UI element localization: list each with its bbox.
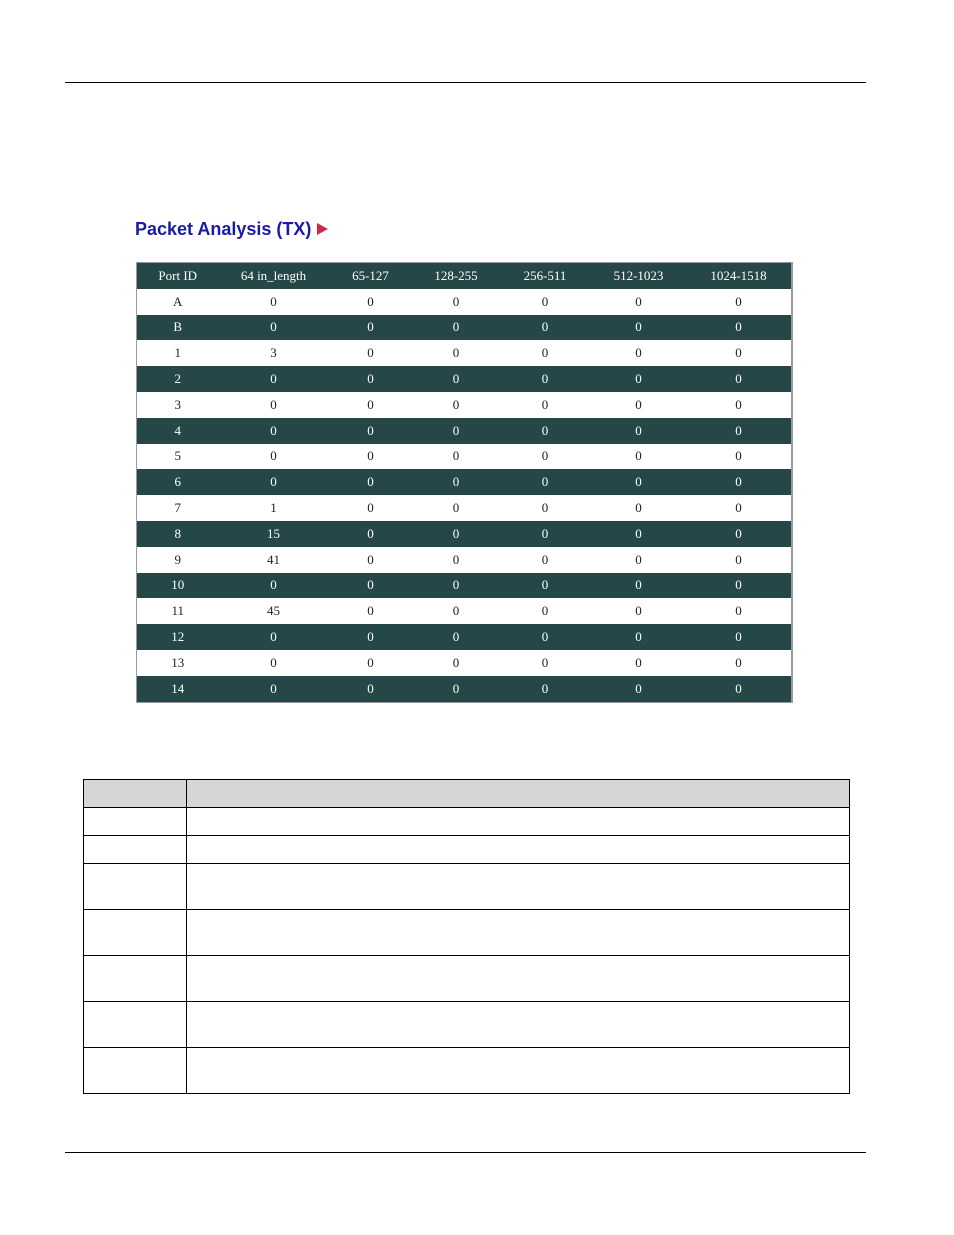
description-row [84, 836, 850, 864]
panel-title [135, 217, 328, 241]
table-cell: 41 [219, 547, 329, 573]
table-cell: 0 [219, 289, 329, 315]
description-row [84, 864, 850, 910]
table-cell: 3 [219, 340, 329, 366]
table-cell: 0 [500, 366, 591, 392]
table-cell: 0 [591, 366, 687, 392]
table-cell: 0 [329, 392, 413, 418]
table-cell: 0 [219, 392, 329, 418]
table-row [137, 624, 792, 650]
table-cell: 0 [687, 676, 792, 702]
table-cell: 10 [137, 573, 219, 599]
table-cell: 13 [137, 650, 219, 676]
play-arrow-icon [317, 223, 328, 235]
table-cell: 0 [687, 598, 792, 624]
table-cell: 0 [413, 573, 500, 599]
table-cell: B [137, 315, 219, 341]
table-cell: 0 [687, 624, 792, 650]
table-cell: 0 [329, 676, 413, 702]
table-cell: 2 [137, 366, 219, 392]
table-cell: 11 [137, 598, 219, 624]
table-cell: 0 [329, 289, 413, 315]
table-cell: 0 [413, 340, 500, 366]
description-column-header [187, 780, 850, 808]
table-cell: 0 [329, 444, 413, 470]
description-cell [187, 864, 850, 910]
packet-analysis-table [136, 262, 793, 703]
table-row [137, 444, 792, 470]
table-cell: 0 [413, 418, 500, 444]
field-description-table [83, 779, 850, 1094]
table-cell: 0 [591, 392, 687, 418]
column-header: 256-511 [500, 263, 591, 289]
table-cell: 0 [329, 418, 413, 444]
table-cell: 0 [500, 676, 591, 702]
table-cell: 5 [137, 444, 219, 470]
table-cell: 0 [329, 547, 413, 573]
table-cell: 0 [500, 650, 591, 676]
table-cell: 0 [500, 392, 591, 418]
label-column-header [84, 780, 187, 808]
table-row [137, 573, 792, 599]
table-cell: 0 [500, 521, 591, 547]
table-cell: 0 [413, 469, 500, 495]
table-cell: 0 [591, 676, 687, 702]
table-cell: 0 [329, 366, 413, 392]
table-cell: 0 [687, 495, 792, 521]
table-cell: 0 [687, 547, 792, 573]
table-cell: 1 [219, 495, 329, 521]
table-cell: 0 [500, 289, 591, 315]
table-cell: 0 [413, 547, 500, 573]
table-cell: 0 [500, 418, 591, 444]
table-row [137, 315, 792, 341]
table-cell: 0 [413, 650, 500, 676]
table-cell: 45 [219, 598, 329, 624]
description-header-row [84, 780, 850, 808]
table-cell: 0 [500, 547, 591, 573]
table-cell: 0 [329, 495, 413, 521]
table-cell: 0 [219, 366, 329, 392]
table-cell: 0 [329, 650, 413, 676]
table-cell: 0 [219, 315, 329, 341]
table-cell: 6 [137, 469, 219, 495]
table-cell: 12 [137, 624, 219, 650]
label-cell [84, 836, 187, 864]
table-cell: 0 [413, 495, 500, 521]
table-cell: 14 [137, 676, 219, 702]
table-row [137, 521, 792, 547]
panel-title-text: Packet Analysis (TX) [135, 218, 312, 239]
table-cell: 0 [687, 444, 792, 470]
table-cell: 0 [591, 598, 687, 624]
table-cell: 0 [591, 495, 687, 521]
description-cell [187, 808, 850, 836]
table-cell: 0 [687, 340, 792, 366]
table-cell: 0 [500, 340, 591, 366]
table-row [137, 289, 792, 315]
description-cell [187, 956, 850, 1002]
table-cell: 0 [591, 521, 687, 547]
table-cell: 0 [687, 289, 792, 315]
table-cell: 0 [591, 469, 687, 495]
table-cell: 0 [500, 495, 591, 521]
description-cell [187, 836, 850, 864]
description-row [84, 956, 850, 1002]
table-cell: 0 [329, 340, 413, 366]
column-header: 512-1023 [591, 263, 687, 289]
description-row [84, 910, 850, 956]
table-cell: 8 [137, 521, 219, 547]
table-header-row [137, 263, 792, 289]
table-cell: 0 [591, 418, 687, 444]
table-cell: 0 [329, 598, 413, 624]
table-cell: 3 [137, 392, 219, 418]
table-cell: 0 [687, 469, 792, 495]
label-cell [84, 1048, 187, 1094]
table-cell: 0 [219, 444, 329, 470]
table-cell: 0 [413, 521, 500, 547]
table-cell: 0 [591, 650, 687, 676]
table-cell: 4 [137, 418, 219, 444]
column-header: 128-255 [413, 263, 500, 289]
label-cell [84, 956, 187, 1002]
table-cell: 0 [219, 650, 329, 676]
column-header: 64 in_length [219, 263, 329, 289]
table-cell: 0 [413, 598, 500, 624]
table-row [137, 650, 792, 676]
table-cell: 0 [500, 624, 591, 650]
table-row [137, 392, 792, 418]
table-cell: 0 [500, 598, 591, 624]
label-cell [84, 1002, 187, 1048]
table-cell: 0 [591, 624, 687, 650]
footer-rule [65, 1152, 866, 1153]
table-cell: 0 [687, 315, 792, 341]
label-cell [84, 910, 187, 956]
description-row [84, 1002, 850, 1048]
table-cell: 0 [329, 521, 413, 547]
table-cell: 7 [137, 495, 219, 521]
table-row [137, 547, 792, 573]
table-row [137, 495, 792, 521]
table-cell: 0 [219, 573, 329, 599]
table-cell: 0 [591, 289, 687, 315]
table-cell: 0 [687, 392, 792, 418]
table-cell: 0 [329, 624, 413, 650]
table-cell: 0 [413, 289, 500, 315]
table-cell: 0 [413, 676, 500, 702]
label-cell [84, 808, 187, 836]
column-header: 1024-1518 [687, 263, 792, 289]
table-row [137, 366, 792, 392]
description-cell [187, 910, 850, 956]
table-row [137, 418, 792, 444]
table-cell: A [137, 289, 219, 315]
description-cell [187, 1048, 850, 1094]
table-cell: 0 [219, 418, 329, 444]
description-row [84, 808, 850, 836]
label-cell [84, 864, 187, 910]
table-cell: 0 [219, 676, 329, 702]
table-cell: 15 [219, 521, 329, 547]
table-cell: 0 [329, 315, 413, 341]
table-cell: 0 [591, 444, 687, 470]
description-cell [187, 1002, 850, 1048]
table-cell: 0 [687, 573, 792, 599]
table-cell: 1 [137, 340, 219, 366]
table-cell: 0 [413, 444, 500, 470]
table-row [137, 469, 792, 495]
table-row [137, 340, 792, 366]
table-cell: 0 [413, 624, 500, 650]
header-rule [65, 82, 866, 83]
table-cell: 0 [500, 315, 591, 341]
column-header: Port ID [137, 263, 219, 289]
table-cell: 0 [500, 469, 591, 495]
table-cell: 0 [219, 469, 329, 495]
table-cell: 0 [500, 573, 591, 599]
table-cell: 0 [591, 547, 687, 573]
table-cell: 0 [413, 392, 500, 418]
column-header: 65-127 [329, 263, 413, 289]
table-cell: 0 [687, 521, 792, 547]
table-cell: 0 [413, 315, 500, 341]
table-row [137, 598, 792, 624]
table-cell: 0 [687, 650, 792, 676]
table-cell: 0 [413, 366, 500, 392]
table-cell: 0 [219, 624, 329, 650]
table-row [137, 676, 792, 702]
table-cell: 0 [687, 418, 792, 444]
table-cell: 9 [137, 547, 219, 573]
table-cell: 0 [329, 573, 413, 599]
table-cell: 0 [500, 444, 591, 470]
table-cell: 0 [591, 340, 687, 366]
table-cell: 0 [591, 315, 687, 341]
table-cell: 0 [329, 469, 413, 495]
description-row [84, 1048, 850, 1094]
table-cell: 0 [687, 366, 792, 392]
table-cell: 0 [591, 573, 687, 599]
